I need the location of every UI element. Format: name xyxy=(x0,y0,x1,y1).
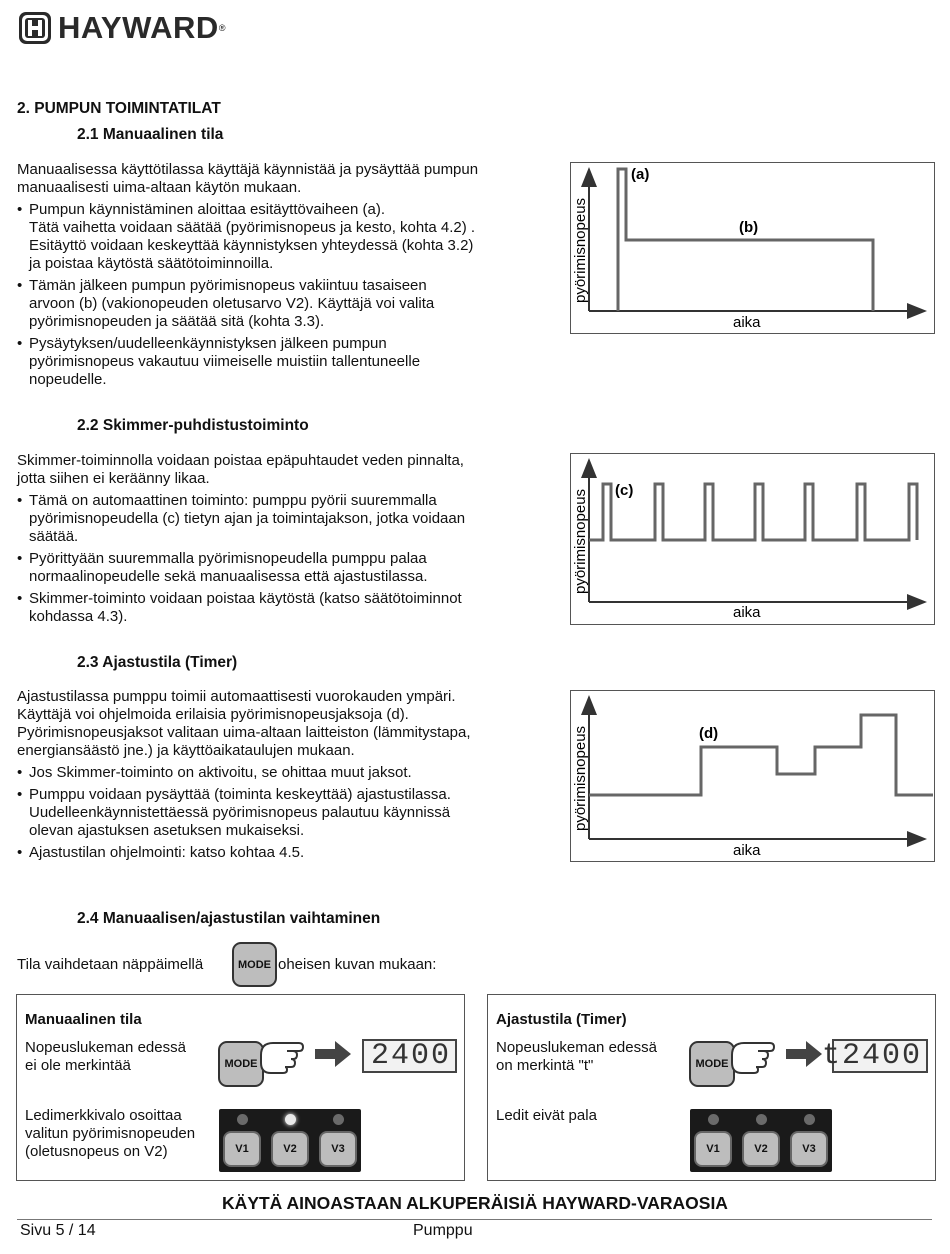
document-name: Pumppu xyxy=(413,1222,473,1239)
speed-curve xyxy=(589,715,933,795)
label-d: (d) xyxy=(699,725,719,742)
subsection-2-3-intro: Ajastustilassa pumppu toimii automaattisesti vuorokauden ympäri. Käyttäjä voi ohjelmoida erilaisia pyörimisnopeusjaksoja (d). Pyörimisnopeusjaksot valitaan uima-altaan laitteiston (lämmitystapa, energiansäästö jne.) ja käyttöaikataulujen mukaan. xyxy=(17,688,471,759)
y-axis-label: pyörimisnopeus xyxy=(572,725,589,831)
x-axis-label: aika xyxy=(733,842,761,859)
subsection-2-2-bullets xyxy=(17,492,557,626)
subsection-2-1-bullets xyxy=(17,201,557,389)
list-item: • Pyörittyään suuremmalla pyörimisnopeudella pumppu palaa normaalinopeudelle sekä manuaalisessa että ajastustilassa. xyxy=(17,550,557,586)
list-item: • Skimmer-toiminto voidaan poistaa käytöstä (katso säätötoiminnot kohdassa 4.3). xyxy=(17,590,557,626)
led-v2 xyxy=(756,1114,767,1125)
speed-curve xyxy=(618,169,873,311)
speed-button-panel xyxy=(690,1109,832,1172)
timer-mode-panel xyxy=(487,994,936,1181)
v3-button[interactable]: V3 xyxy=(790,1131,828,1167)
list-item: • Pumpun käynnistäminen aloittaa esitäyttövaiheen (a). Tätä vaihetta voidaan säätää (pyörimisnopeus ja kesto, kohta 4.2) . Esitäyttö voidaan keskeyttää käynnistyksen yhteydessä (kohta 3.2) ja poistaa käytöstä säätötoiminnoilla. xyxy=(17,201,557,273)
list-item: • Pysäytyksen/uudelleenkäynnistyksen jälkeen pumpun pyörimisnopeus vakautuu viimeiselle muistiin tallentuneelle nopeudelle. xyxy=(17,335,557,389)
speed-curve xyxy=(589,484,917,540)
list-item: • Tämä on automaattinen toiminto: pumppu pyörii suuremmalla pyörimisnopeudella (c) tietyn ajan ja toimintajakson, jotka voidaan säätää. xyxy=(17,492,557,546)
v1-button[interactable]: V1 xyxy=(223,1131,261,1167)
mode-button[interactable]: MODE xyxy=(232,942,277,987)
subsection-2-4-title: 2.4 Manuaalisen/ajastustilan vaihtaminen xyxy=(77,910,381,927)
subsection-2-3-title: 2.3 Ajastustila (Timer) xyxy=(77,654,238,671)
label-c: (c) xyxy=(615,482,634,499)
mode-switch-lead: Tila vaihdetaan näppäimellä xyxy=(17,956,204,973)
mode-switch-lead-end: oheisen kuvan mukaan: xyxy=(278,956,437,973)
list-item: • Tämän jälkeen pumpun pyörimisnopeus vakiintuu tasaiseen arvoon (b) (vakionopeuden oletusarvo V2). Käyttäjä voi valita pyörimisnopeuden ja säätää sitä (kohta 3.3). xyxy=(17,277,557,331)
hayward-logo-icon xyxy=(18,11,52,45)
subsection-2-1-body xyxy=(17,161,557,389)
list-item: • Jos Skimmer-toiminto on aktivoitu, se ohittaa muut jaksot. xyxy=(17,764,557,782)
v1-button[interactable]: V1 xyxy=(694,1131,732,1167)
arrow-right-icon xyxy=(786,1041,822,1067)
chart-manual-mode xyxy=(570,162,935,334)
v2-button[interactable]: V2 xyxy=(742,1131,780,1167)
subsection-2-1-title: 2.1 Manuaalinen tila xyxy=(77,126,224,143)
arrow-right-icon xyxy=(315,1041,351,1067)
led-description: Ledimerkkivalo osoittaa valitun pyörimisnopeuden (oletusnopeus on V2) xyxy=(25,1107,196,1160)
y-axis-label: pyörimisnopeus xyxy=(572,197,589,303)
mode-button[interactable]: MODE xyxy=(689,1041,735,1087)
speed-display: t2400 xyxy=(832,1039,928,1073)
subsection-2-1-intro: Manuaalisessa käyttötilassa käyttäjä käynnistää ja pysäyttää pumpun manuaalisesti uima-altaan käytön mukaan. xyxy=(17,161,479,196)
brand-name: HAYWARD xyxy=(58,10,219,45)
panel-description: Nopeuslukeman edessä ei ole merkintää xyxy=(25,1039,186,1074)
label-b: (b) xyxy=(739,219,759,236)
registered-mark: ® xyxy=(218,23,226,33)
list-item: • Ajastustilan ohjelmointi: katso kohtaa 4.5. xyxy=(17,844,557,862)
subsection-2-2-title: 2.2 Skimmer-puhdistustoiminto xyxy=(77,417,309,434)
subsection-2-3-bullets xyxy=(17,764,557,862)
hayward-logo xyxy=(18,10,248,46)
subsection-2-3-body xyxy=(17,688,557,862)
x-axis-label: aika xyxy=(733,604,761,621)
panel-title: Manuaalinen tila xyxy=(25,1011,142,1028)
led-v1 xyxy=(708,1114,719,1125)
chart-skimmer-mode xyxy=(570,453,935,625)
speed-display: 2400 xyxy=(362,1039,457,1073)
speed-button-panel xyxy=(219,1109,361,1172)
led-v3 xyxy=(333,1114,344,1125)
footer-divider xyxy=(17,1219,932,1220)
v3-button[interactable]: V3 xyxy=(319,1131,357,1167)
v2-button[interactable]: V2 xyxy=(271,1131,309,1167)
y-axis-label: pyörimisnopeus xyxy=(572,488,589,594)
panel-title: Ajastustila (Timer) xyxy=(496,1011,627,1028)
label-a: (a) xyxy=(631,166,650,183)
led-description: Ledit eivät pala xyxy=(496,1107,597,1124)
subsection-2-2-body xyxy=(17,452,557,626)
page-number: Sivu 5 / 14 xyxy=(20,1222,96,1239)
pressing-hand-icon xyxy=(728,1035,778,1079)
section-title: 2. PUMPUN TOIMINTATILAT xyxy=(17,100,221,117)
led-v2 xyxy=(285,1114,296,1125)
list-item: • Pumppu voidaan pysäyttää (toiminta keskeyttää) ajastustilassa. Uudelleenkäynnistettäessä pyörimisnopeus palautuu käynnissä olevan ajastuksen asetuksen mukaiseksi. xyxy=(17,786,557,840)
chart-timer-mode xyxy=(570,690,935,862)
mode-button[interactable]: MODE xyxy=(218,1041,264,1087)
led-v3 xyxy=(804,1114,815,1125)
panel-description: Nopeuslukeman edessä on merkintä "t" xyxy=(496,1039,657,1074)
pressing-hand-icon xyxy=(257,1035,307,1079)
footer-banner: KÄYTÄ AINOASTAAN ALKUPERÄISIÄ HAYWARD-VARAOSIA xyxy=(222,1193,728,1213)
x-axis-label: aika xyxy=(733,314,761,331)
subsection-2-2-intro: Skimmer-toiminnolla voidaan poistaa epäpuhtaudet veden pinnalta, jotta siihen ei keräänny likaa. xyxy=(17,452,464,487)
led-v1 xyxy=(237,1114,248,1125)
manual-mode-panel xyxy=(16,994,465,1181)
